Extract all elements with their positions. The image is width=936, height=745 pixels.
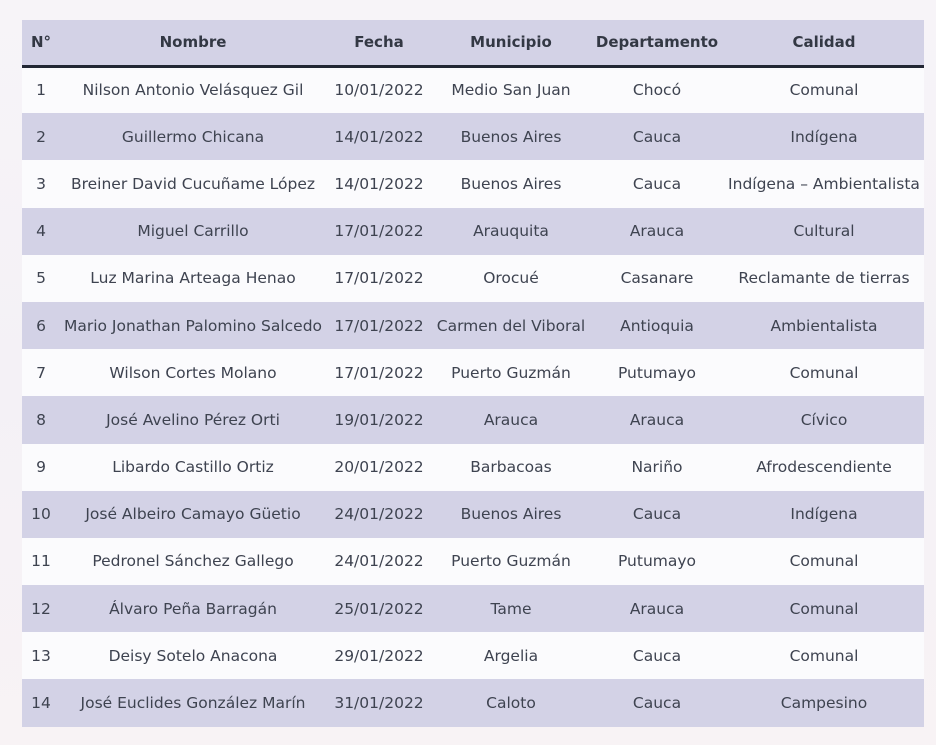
cell-quality: Ambientalista	[770, 316, 878, 335]
cell-number: 1	[36, 81, 46, 100]
cell-number: 10	[31, 505, 51, 524]
table-row	[22, 585, 924, 632]
cell-date: 31/01/2022	[334, 694, 424, 713]
cell-date: 24/01/2022	[334, 505, 424, 524]
cell-municipality: Buenos Aires	[460, 127, 562, 146]
cell-department: Cauca	[632, 174, 682, 193]
cell-date: 14/01/2022	[334, 127, 424, 146]
cell-quality: Comunal	[789, 81, 859, 100]
cell-quality: Comunal	[789, 646, 859, 665]
cell-date: 25/01/2022	[334, 599, 424, 618]
cell-municipality: Buenos Aires	[460, 174, 562, 193]
cell-name: Guillermo Chicana	[121, 127, 265, 146]
cell-quality: Reclamante de tierras	[738, 269, 910, 288]
table-row	[22, 396, 924, 443]
cell-date: 14/01/2022	[334, 174, 424, 193]
header-number: N°	[22, 20, 60, 66]
cell-municipality: Argelia	[483, 646, 539, 665]
cell-date: 29/01/2022	[334, 646, 424, 665]
cell-department: Chocó	[632, 81, 682, 100]
cell-quality: Campesino	[780, 694, 868, 713]
cell-quality: Afrodescendiente	[756, 458, 892, 477]
cell-quality: Comunal	[789, 599, 859, 618]
cell-date: 10/01/2022	[334, 81, 424, 100]
cell-number: 2	[36, 127, 46, 146]
cell-number: 4	[36, 222, 46, 241]
cell-date: 17/01/2022	[334, 363, 424, 382]
table-container	[22, 20, 924, 727]
table-row	[22, 444, 924, 491]
cell-quality: Indígena	[790, 127, 858, 146]
header-date: Fecha	[326, 20, 432, 66]
cell-municipality: Tame	[490, 599, 532, 618]
cell-municipality: Arauquita	[473, 222, 549, 241]
table-row	[22, 679, 924, 726]
cell-municipality: Buenos Aires	[460, 505, 562, 524]
cell-name: José Albeiro Camayo Güetio	[85, 505, 301, 524]
cell-municipality: Puerto Guzmán	[451, 363, 571, 382]
table-row	[22, 255, 924, 302]
cell-department: Putumayo	[617, 363, 697, 382]
cell-department: Nariño	[631, 458, 683, 477]
cell-date: 17/01/2022	[334, 316, 424, 335]
cell-number: 12	[31, 599, 51, 618]
cell-department: Arauca	[629, 222, 685, 241]
cell-municipality: Arauca	[483, 410, 539, 429]
cell-quality: Comunal	[789, 363, 859, 382]
cell-number: 9	[36, 458, 46, 477]
cell-date: 24/01/2022	[334, 552, 424, 571]
cell-municipality: Medio San Juan	[451, 81, 571, 100]
cell-department: Casanare	[620, 269, 694, 288]
cell-municipality: Puerto Guzmán	[451, 552, 571, 571]
cell-number: 7	[36, 363, 46, 382]
cell-name: José Euclides González Marín	[80, 694, 306, 713]
cell-department: Cauca	[632, 694, 682, 713]
cell-name: Libardo Castillo Ortiz	[112, 458, 274, 477]
header-department: Departamento	[590, 20, 724, 66]
cell-department: Arauca	[629, 599, 685, 618]
cell-date: 19/01/2022	[334, 410, 424, 429]
cell-number: 13	[31, 646, 51, 665]
table-row	[22, 491, 924, 538]
cell-department: Cauca	[632, 646, 682, 665]
table-body	[22, 66, 924, 727]
cell-name: Wilson Cortes Molano	[109, 363, 277, 382]
cell-name: Pedronel Sánchez Gallego	[92, 552, 294, 571]
cell-number: 11	[31, 552, 51, 571]
cell-date: 20/01/2022	[334, 458, 424, 477]
cell-name: Breiner David Cucuñame López	[70, 174, 316, 193]
cell-quality: Cultural	[793, 222, 855, 241]
table-row	[22, 632, 924, 679]
cell-department: Arauca	[629, 410, 685, 429]
header-row	[22, 20, 924, 66]
header-quality: Calidad	[724, 20, 924, 66]
cell-municipality: Caloto	[486, 694, 536, 713]
cell-date: 17/01/2022	[334, 222, 424, 241]
cell-quality: Cívico	[800, 410, 848, 429]
table-row	[22, 208, 924, 255]
cell-quality: Indígena	[790, 505, 858, 524]
cell-quality: Comunal	[789, 552, 859, 571]
table-header	[22, 20, 924, 66]
header-name: Nombre	[60, 20, 326, 66]
table-row	[22, 160, 924, 207]
header-municipality: Municipio	[432, 20, 590, 66]
cell-municipality: Barbacoas	[470, 458, 552, 477]
cell-number: 8	[36, 410, 46, 429]
cell-quality: Indígena – Ambientalista	[728, 174, 920, 193]
cell-number: 14	[31, 694, 51, 713]
table-row	[22, 538, 924, 585]
cell-department: Putumayo	[617, 552, 697, 571]
cell-name: Nilson Antonio Velásquez Gil	[82, 81, 304, 100]
cell-number: 6	[36, 316, 46, 335]
cell-number: 3	[36, 174, 46, 193]
cell-name: Deisy Sotelo Anacona	[108, 646, 278, 665]
cell-name: Álvaro Peña Barragán	[109, 599, 277, 618]
cell-municipality: Carmen del Viboral	[436, 316, 586, 335]
table-row	[22, 66, 924, 113]
cell-department: Cauca	[632, 127, 682, 146]
table-row	[22, 113, 924, 160]
cell-department: Cauca	[632, 505, 682, 524]
cell-municipality: Orocué	[483, 269, 539, 288]
table-row	[22, 302, 924, 349]
cell-name: Luz Marina Arteaga Henao	[90, 269, 296, 288]
cell-name: Mario Jonathan Palomino Salcedo	[63, 316, 323, 335]
cell-department: Antioquia	[620, 316, 694, 335]
cell-date: 17/01/2022	[334, 269, 424, 288]
cell-number: 5	[36, 269, 46, 288]
cell-name: Miguel Carrillo	[137, 222, 249, 241]
table-row	[22, 349, 924, 396]
data-table	[22, 20, 924, 727]
cell-name: José Avelino Pérez Orti	[106, 410, 280, 429]
